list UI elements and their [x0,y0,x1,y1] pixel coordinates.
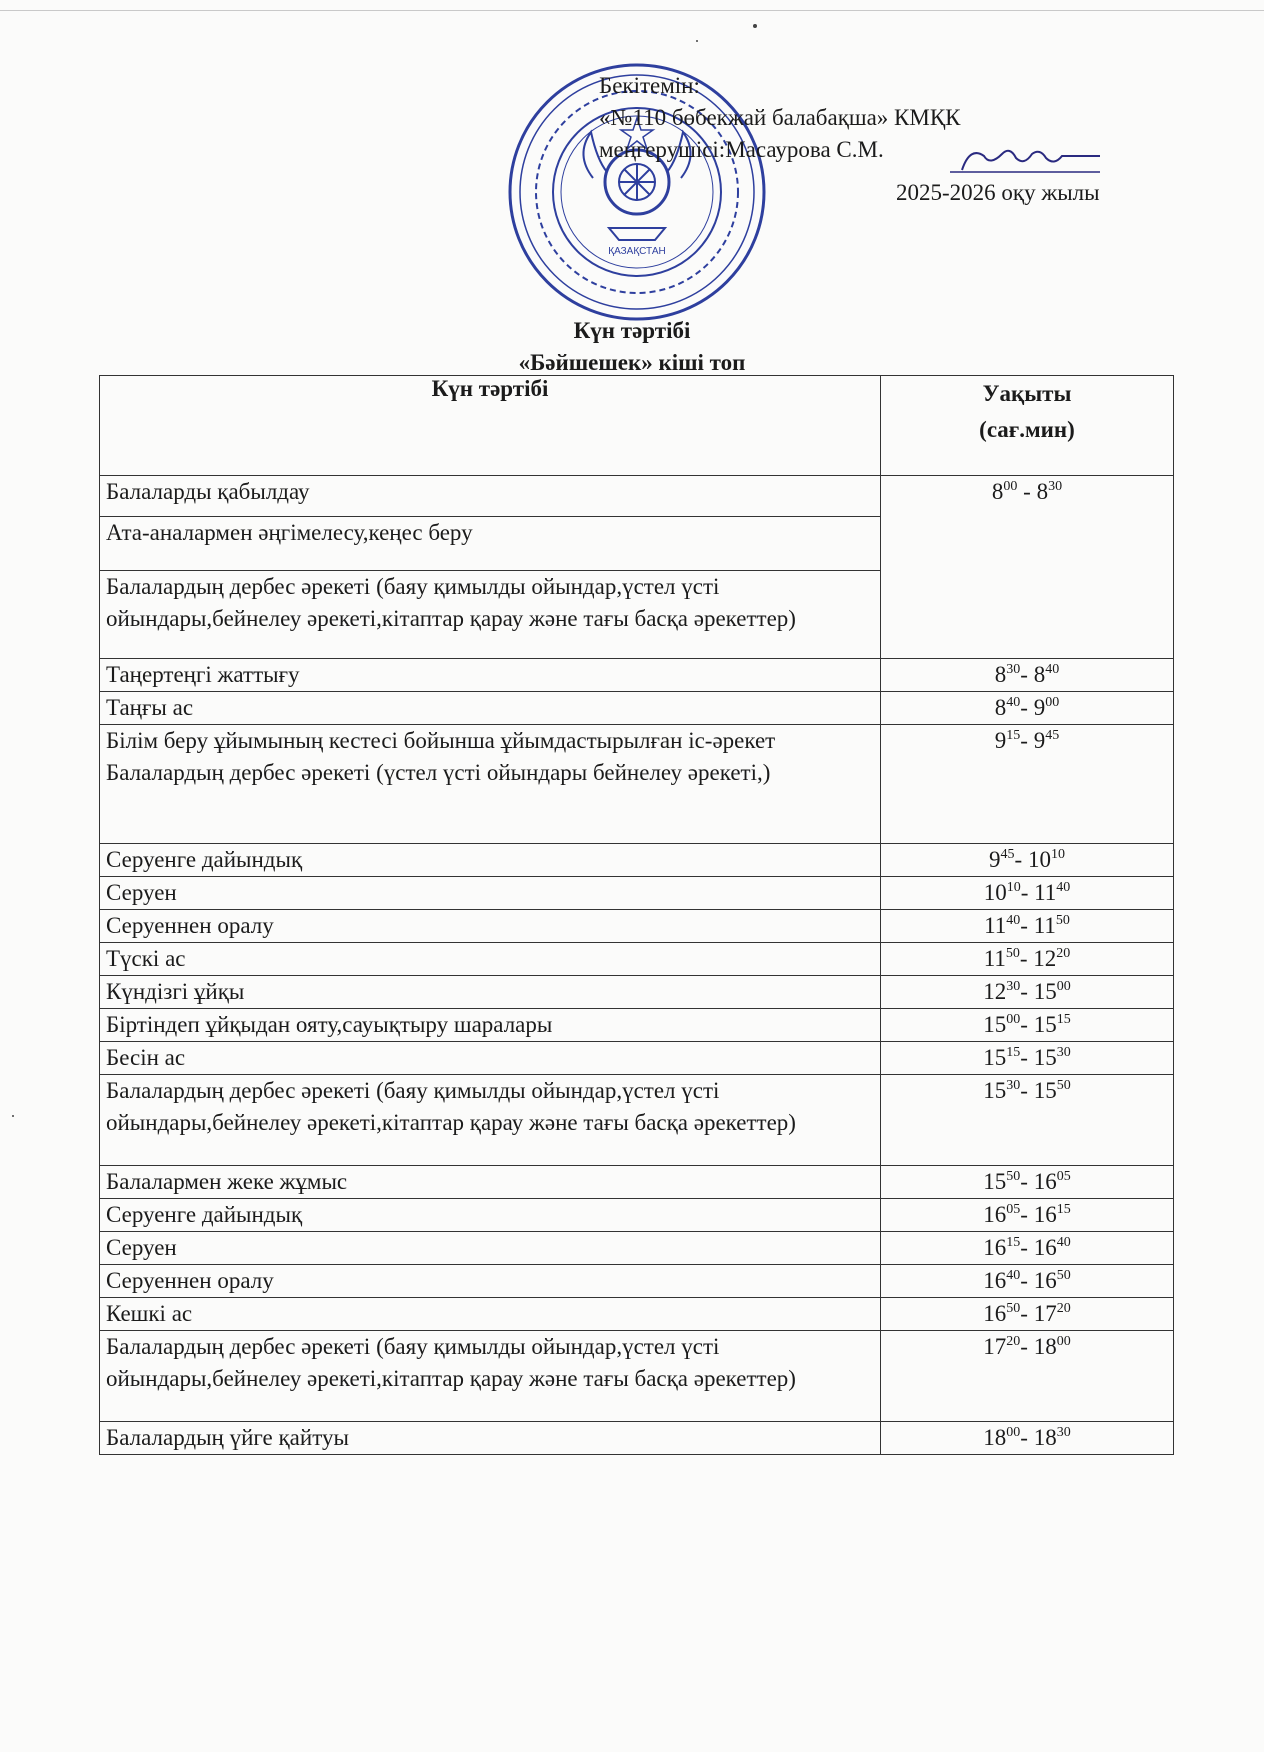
activity-cell: Балаларды қабылдау [100,476,881,517]
signature [950,140,1110,180]
activity-cell: Балалардың үйге қайтуы [100,1422,881,1455]
activity-cell: Серуен [100,1232,881,1265]
table-row [100,659,1174,692]
scan-edge-line [0,10,1264,11]
table-row [100,692,1174,725]
activity-cell: Серуенге дайындық [100,844,881,877]
activity-cell: Серуеннен оралу [100,910,881,943]
time-cell: $16^{15}-$ $16^{40}$ [881,1232,1174,1265]
activity-cell: Ата-аналармен әңгімелесу,кеңес беру [100,517,881,571]
header-time-label: Уақыты [982,381,1072,406]
approval-institution: «№110 бөбекжай балабақша» КМҚК [599,105,961,130]
time-cell: $10^{10}-$ $11^{40}$ [881,877,1174,910]
schedule-body [100,476,1174,1455]
activity-cell: Балалардың дербес әрекеті (баяу қимылды ойындар,үстел үсті ойындары,бейнелеу әрекеті,кітаптар қарау және тағы басқа әрекеттер) [100,571,881,659]
time-cell: $16^{05}-$ $16^{15}$ [881,1199,1174,1232]
approval-head: меңгерушісі:Масаурова С.М. [599,137,884,162]
table-row [100,877,1174,910]
schedule-table [99,375,1174,1455]
approval-line: Бекітемін: [599,73,700,98]
activity-cell: Біртіндеп ұйқыдан ояту,сауықтыру шаралары [100,1009,881,1042]
activity-cell: Балалардың дербес әрекеті (баяу қимылды ойындар,үстел үсті ойындары,бейнелеу әрекеті,кітаптар қарау және тағы басқа әрекеттер) [100,1331,881,1422]
time-cell: $15^{50}-$ $16^{05}$ [881,1166,1174,1199]
group-subtitle: «Бәйшешек» кіші топ [518,350,746,375]
table-row [100,910,1174,943]
table-row [100,476,1174,517]
page-title: Күн тәртібі [573,318,691,343]
table-header-row [100,376,1174,476]
table-row [100,1331,1174,1422]
activity-cell: Білім беру ұйымының кестесі бойынша ұйымдастырылған іс-әрекет Балалардың дербес әрекеті (үстел үсті ойындары бейнелеу әрекеті,) [100,725,881,844]
activity-cell: Кешкі ас [100,1298,881,1331]
activity-cell: Таңертеңгі жаттығу [100,659,881,692]
table-row [100,1265,1174,1298]
activity-cell: Күндізгі ұйқы [100,976,881,1009]
activity-cell: Балалардың дербес әрекеті (баяу қимылды ойындар,үстел үсті ойындары,бейнелеу әрекеті,кітаптар қарау және тағы басқа әрекеттер) [100,1075,881,1166]
table-row [100,1298,1174,1331]
approval-block [599,70,961,166]
activity-cell: Серуенге дайындық [100,1199,881,1232]
activity-cell: Балалармен жеке жұмыс [100,1166,881,1199]
time-cell: $16^{40}-$ $16^{50}$ [881,1265,1174,1298]
time-cell: $17^{20}-$ $18^{00}$ [881,1331,1174,1422]
activity-cell: Серуеннен оралу [100,1265,881,1298]
activity-cell: Серуен [100,877,881,910]
header-time-unit: (сағ.мин) [979,417,1075,442]
scan-speck [753,24,757,28]
time-cell: $11^{50}-$ $12^{20}$ [881,943,1174,976]
table-row [100,1232,1174,1265]
time-cell: $9^{15}-$ $9^{45}$ [881,725,1174,844]
time-cell: $11^{40}-$ $11^{50}$ [881,910,1174,943]
table-row [100,844,1174,877]
time-cell: $15^{00}-$ $15^{15}$ [881,1009,1174,1042]
seal-text: ҚАЗАҚСТАН [608,246,666,257]
header-time [881,376,1174,476]
time-cell: $16^{50}-$ $17^{20}$ [881,1298,1174,1331]
table-row [100,943,1174,976]
time-cell: $8^{00} - 8^{30}$ [881,476,1174,659]
table-row [100,976,1174,1009]
time-cell: $8^{40}-$ $9^{00}$ [881,692,1174,725]
time-cell: $15^{15}-$ $15^{30}$ [881,1042,1174,1075]
time-cell: $9^{45}-$ $10^{10}$ [881,844,1174,877]
scan-speck [12,1115,14,1117]
table-row [100,1009,1174,1042]
activity-cell: Бесін ас [100,1042,881,1075]
activity-cell: Түскі ас [100,943,881,976]
table-row [100,1042,1174,1075]
activity-cell: Таңғы ас [100,692,881,725]
scan-speck [696,40,698,42]
header-activity: Күн тәртібі [100,376,881,476]
table-row [100,725,1174,844]
table-row [100,1199,1174,1232]
time-cell: $12^{30}-$ $15^{00}$ [881,976,1174,1009]
table-row [100,1166,1174,1199]
time-cell: $15^{30}-$ $15^{50}$ [881,1075,1174,1166]
table-row [100,1075,1174,1166]
time-cell: $8^{30}-$ $8^{40}$ [881,659,1174,692]
academic-year: 2025-2026 оқу жылы [896,180,1100,205]
time-cell: $18^{00}-$ $18^{30}$ [881,1422,1174,1455]
table-row [100,1422,1174,1455]
